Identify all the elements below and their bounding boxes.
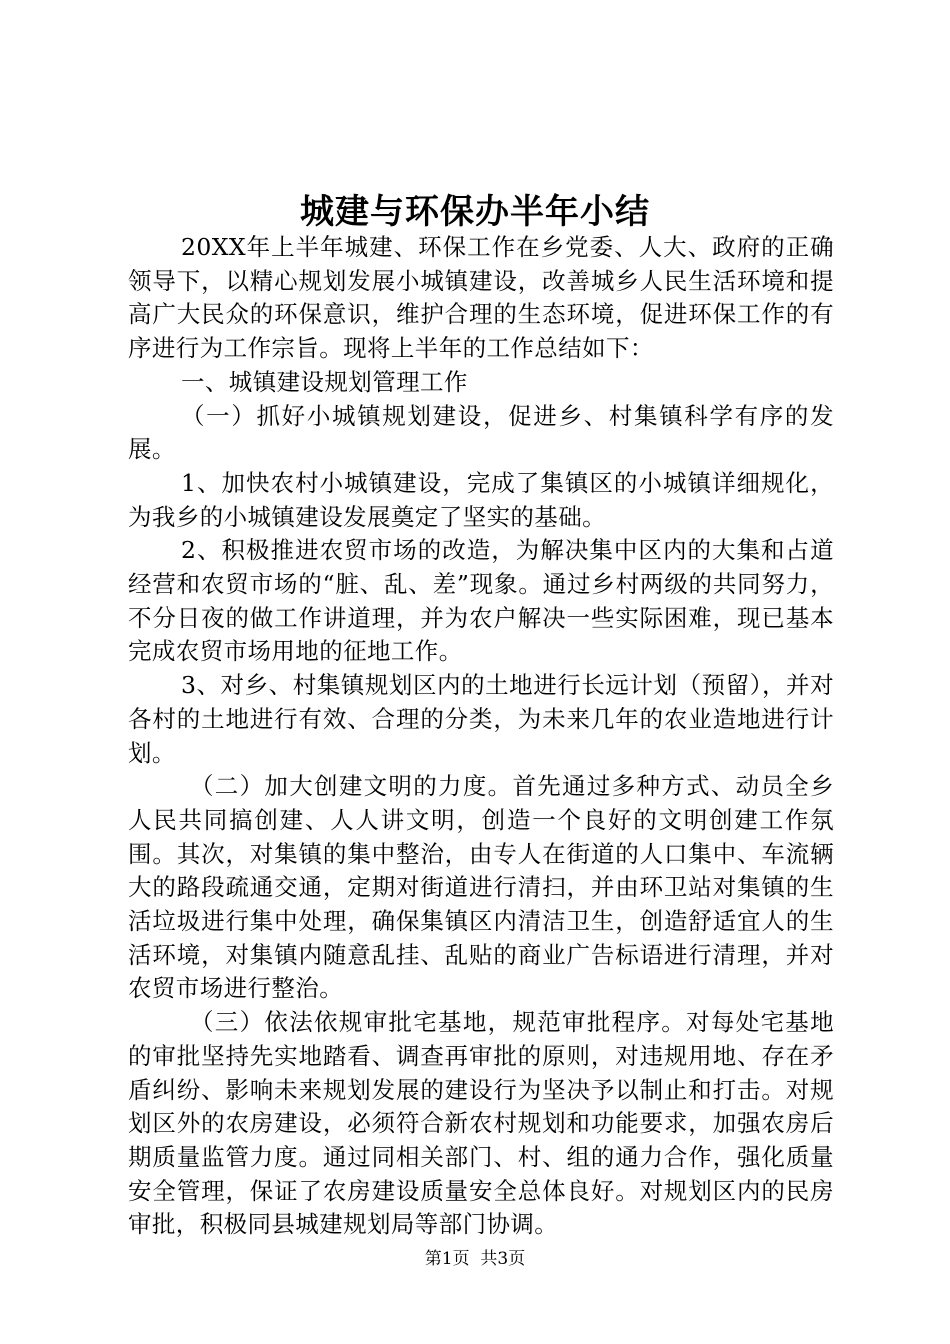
page-number: 第1页 bbox=[424, 1249, 470, 1269]
paragraph-item-2: 2、积极推进农贸市场的改造，为解决集中区内的大集和占道经营和农贸市场的“脏、乱、差”现象。通过乡村两级的共同努力，不分日夜的做工作讲道理，并为农户解决一些实际困难，现已基本完成农贸市场用地的征地工作。 bbox=[128, 536, 834, 666]
paragraph-intro: 20XX年上半年城建、环保工作在乡党委、人大、政府的正确领导下，以精心规划发展小城镇建设，改善城乡人民生活环境和提高广大民众的环保意识，维护合理的生态环境，促进环保工作的有序进行为工作宗旨。现将上半年的工作总结如下： bbox=[128, 233, 834, 363]
paragraph-item-1: 1、加快农村小城镇建设，完成了集镇区的小城镇详细规化，为我乡的小城镇建设发展奠定了坚实的基础。 bbox=[128, 468, 834, 531]
page-total: 共3页 bbox=[480, 1249, 526, 1269]
subsection-paragraph-2: （二）加大创建文明的力度。首先通过多种方式、动员全乡人民共同搞创建、人人讲文明，创造一个良好的文明创建工作氛围。其次，对集镇的集中整治，由专人在街道的人口集中、车流辆大的路段疏通交通，定期对街道进行清扫，并由环卫站对集镇的生活垃圾进行集中处理，确保集镇区内清洁卫生，创造舒适宜人的生活环境，对集镇内随意乱挂、乱贴的商业广告标语进行清理，并对农贸市场进行整治。 bbox=[128, 772, 834, 1003]
page-footer bbox=[0, 1244, 950, 1269]
document-title: 城建与环保办半年小结 bbox=[300, 192, 650, 232]
subsection-paragraph-3: （三）依法依规审批宅基地，规范审批程序。对每处宅基地的审批坚持先实地踏看、调查再审批的原则，对违规用地、存在矛盾纠纷、影响未来规划发展的建设行为坚决予以制止和打击。对规划区外的农房建设，必须符合新农村规划和功能要求，加强农房后期质量监管力度。通过同相关部门、村、组的通力合作，强化质量安全管理，保证了农房建设质量安全总体良好。对规划区内的民房审批，积极同县城建规划局等部门协调。 bbox=[128, 1008, 834, 1239]
subsection-heading-1: （一）抓好小城镇规划建设，促进乡、村集镇科学有序的发展。 bbox=[128, 401, 834, 464]
section-heading-1: 一、城镇建设规划管理工作 bbox=[181, 367, 468, 396]
paragraph-item-3: 3、对乡、村集镇规划区内的土地进行长远计划（预留），并对各村的土地进行有效、合理的分类，为未来几年的农业造地进行计划。 bbox=[128, 671, 834, 767]
document-body bbox=[128, 231, 834, 1242]
